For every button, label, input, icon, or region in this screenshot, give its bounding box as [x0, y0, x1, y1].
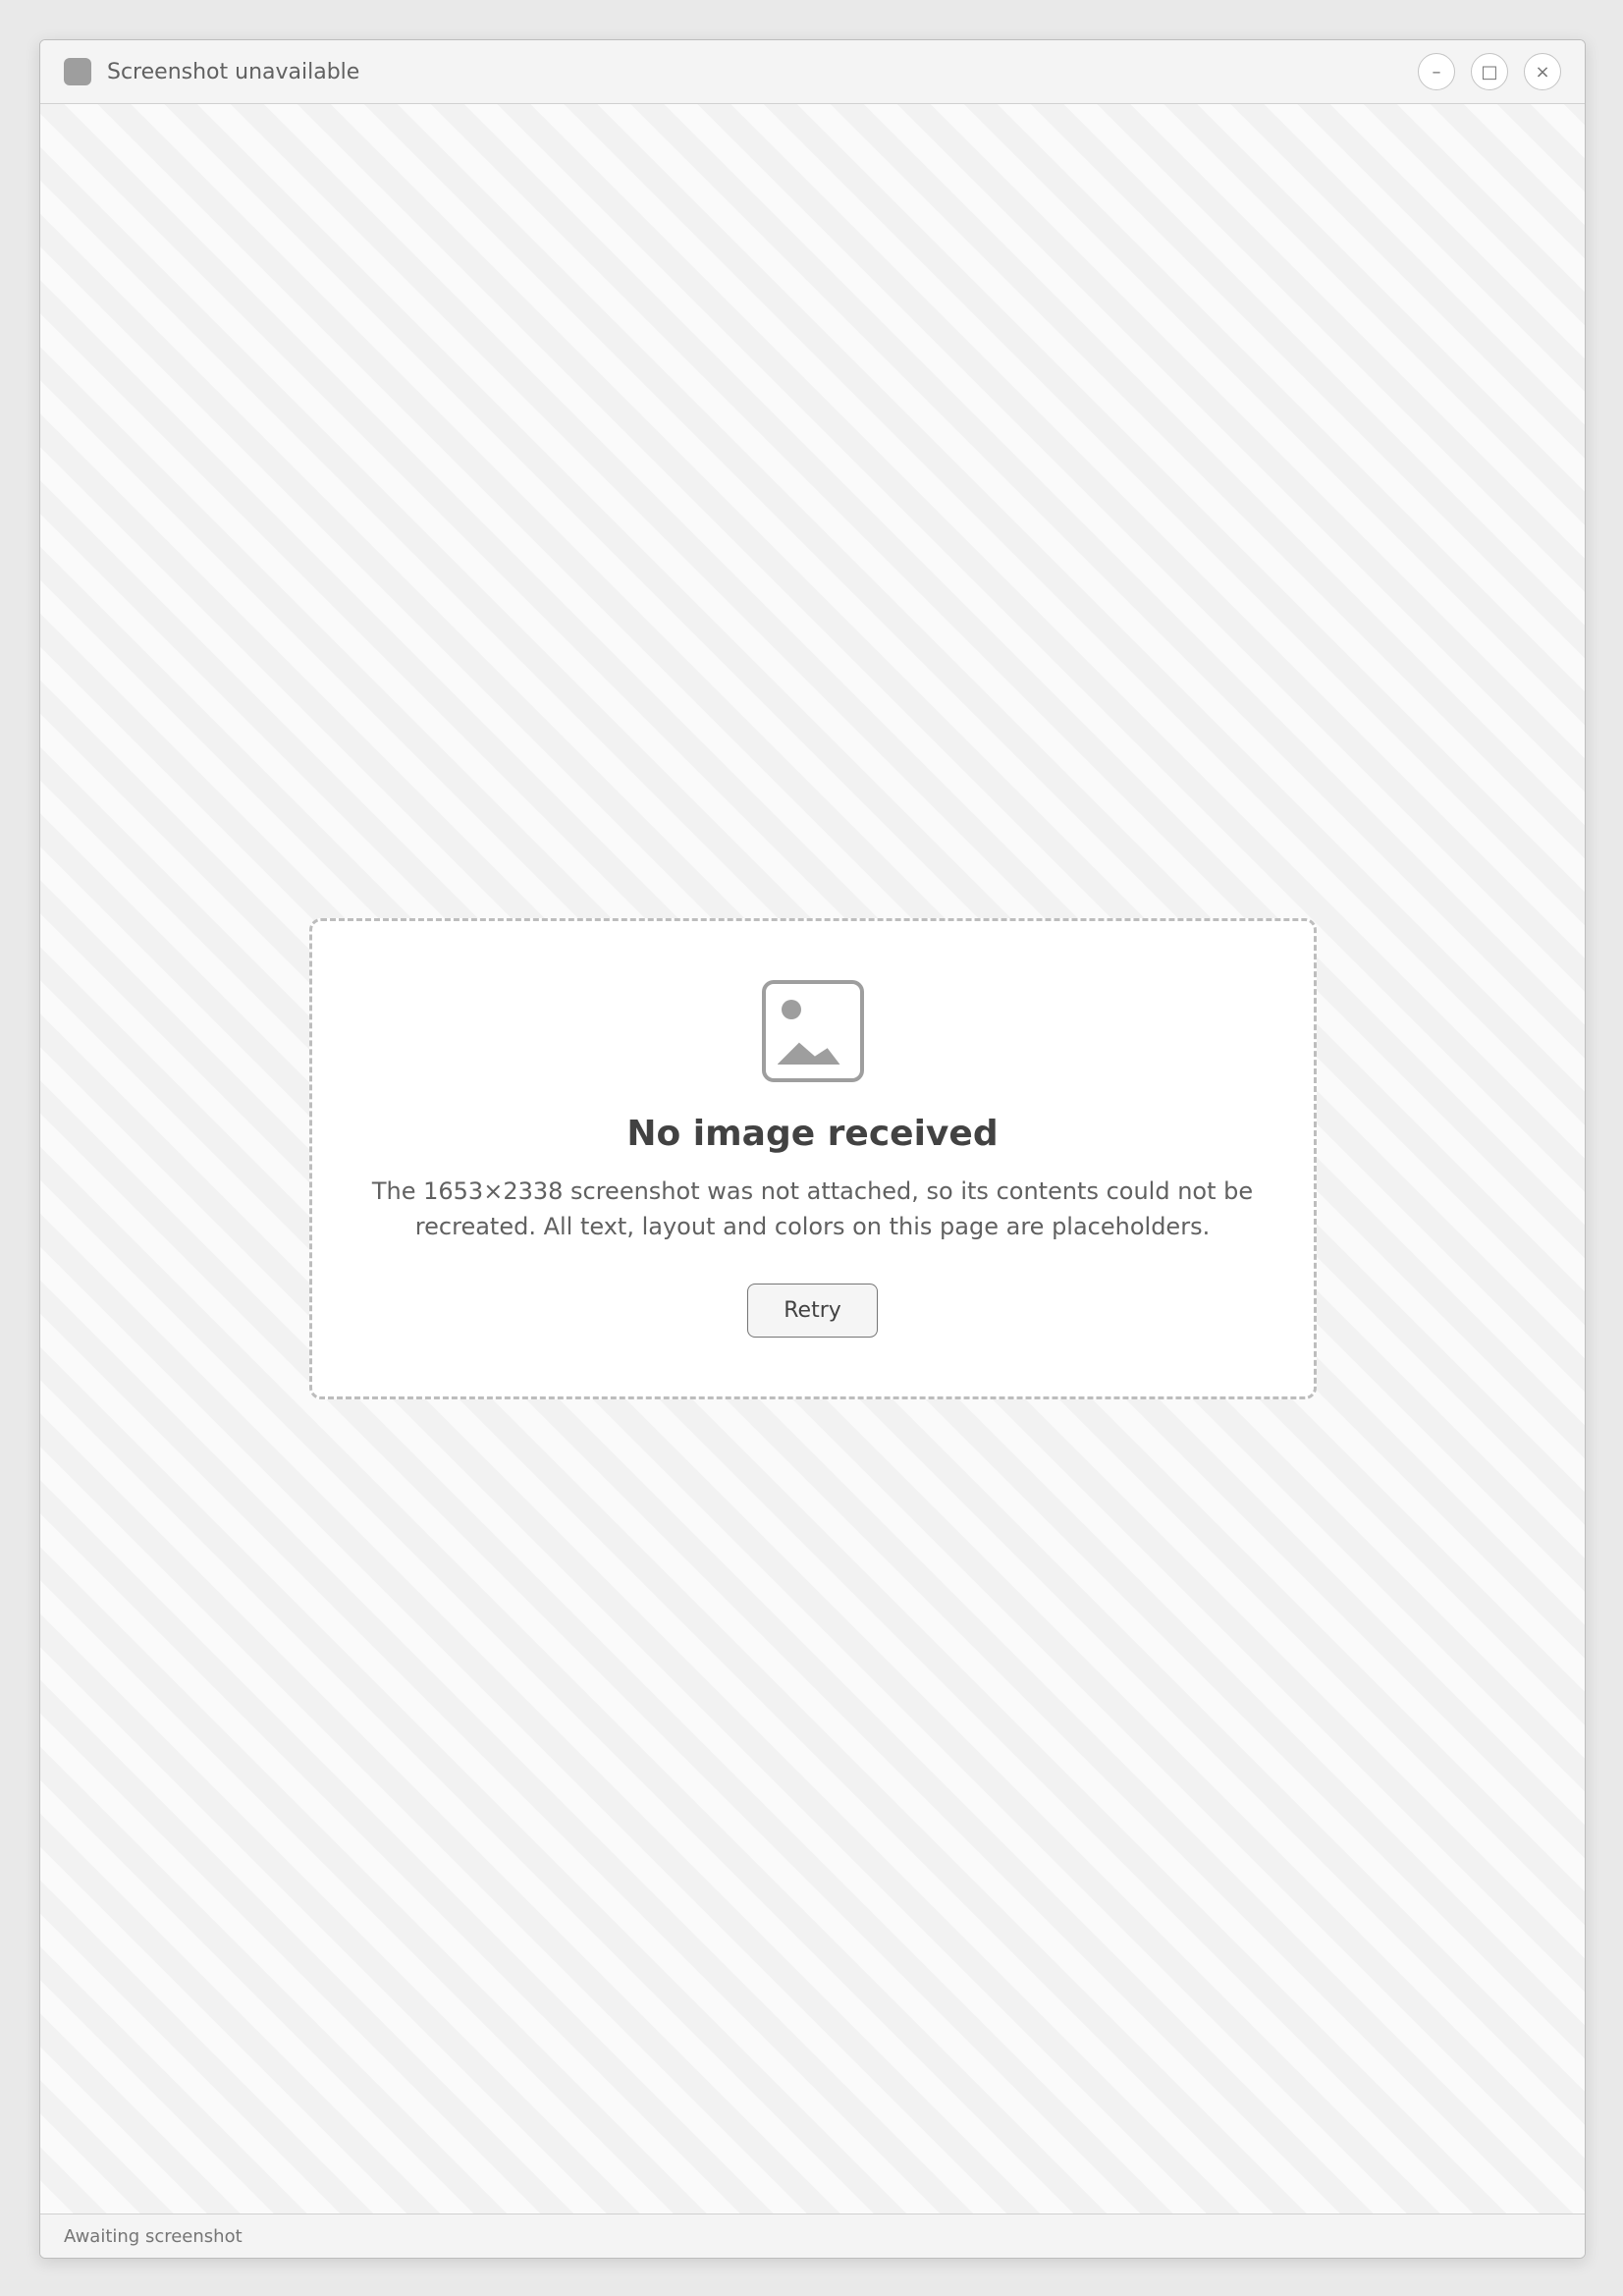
- notice-message: The 1653×2338 screenshot was not attached, so its contents could not be recreated. All text, layout and colors on this page are placeholders.: [371, 1177, 1254, 1240]
- status-bar: [40, 2214, 1585, 2258]
- retry-button[interactable]: Retry: [747, 1284, 878, 1338]
- title-bar: [40, 40, 1585, 104]
- notice-heading: No image received: [626, 1114, 999, 1154]
- minimize-icon[interactable]: –: [1418, 53, 1455, 90]
- missing-image-notice: [309, 918, 1317, 1399]
- window-title: Screenshot unavailable: [107, 59, 360, 84]
- app-icon: [64, 58, 91, 85]
- status-text: Awaiting screenshot: [64, 2225, 243, 2247]
- image-placeholder-icon: [762, 980, 864, 1082]
- close-icon[interactable]: ×: [1524, 53, 1561, 90]
- maximize-icon[interactable]: □: [1471, 53, 1508, 90]
- app-window: [39, 39, 1586, 2259]
- content-area: [40, 104, 1585, 2214]
